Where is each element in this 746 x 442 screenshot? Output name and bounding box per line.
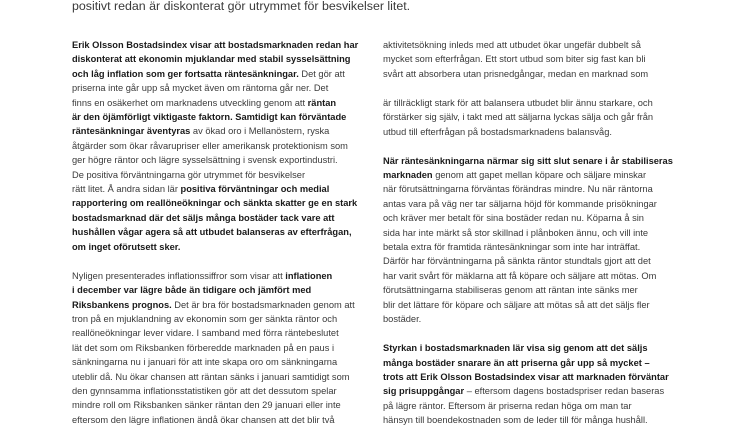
text-line [383,356,679,370]
right-column [383,38,679,442]
text-line [383,370,679,384]
text-line [383,226,679,240]
paragraph [383,96,679,139]
text-line [72,124,366,138]
paragraph [383,154,679,327]
body-text: hänsyn till boendekostnaden som de leder till för många hushåll. [383,415,648,426]
text-line [72,398,366,412]
bold-text: räntan [307,97,337,108]
text-line [72,139,366,153]
body-text: är tillräckligt stark för att balansera utbudet blir ännu starkare, och [383,97,653,108]
text-line [72,96,366,110]
text-line [72,67,366,81]
text-line [72,298,366,312]
bold-text: i december var lägre både än tidigare och jämfört med [72,285,312,296]
text-line [383,254,679,268]
bold-text: hushållen vågar agera så att utbudet balanseras av efterfrågan, [72,227,352,238]
bold-text: När räntesänkningarna närmar sig sitt slut senare i år stabiliseras [383,155,673,166]
body-text: utbud till efterfrågan på bostadsmarknadens balansvåg. [383,126,612,137]
text-line [72,225,366,239]
bold-text: många bostäder snarare än att priserna går upp så mycket – [383,357,650,368]
body-text: Det är bra för bostadsmarknaden genom att [171,299,355,310]
body-text: när förutsättningarna förväntas förändras mindre. Nu när räntorna [383,184,653,195]
text-line [72,153,366,167]
text-line [383,38,679,52]
text-line [383,298,679,312]
text-line [383,168,679,182]
body-text: uteblir då. Nu ökar chansen att räntan sänks i januari samtidigt som [72,371,350,382]
text-line [383,182,679,196]
body-text: och kräver mer betalt för sina bostäder redan nu. Köparna å sin [383,213,644,224]
text-line [72,269,366,283]
text-line [383,110,679,124]
bold-text: rapportering om reallöneökningar och sänkta skatter ge en stark [72,198,358,209]
body-text: reallöneökningar lever vidare. I samband med förra räntebeslutet [72,328,339,339]
text-line [383,413,679,427]
text-line [383,240,679,254]
text-line [72,312,366,326]
text-line [72,52,366,66]
bold-text: om inget oförutsett sker. [72,241,181,252]
bold-text: bostadsmarknad där det säljs många bostäder tack vare att [72,212,335,223]
text-line [72,326,366,340]
body-text: bostäder. [383,314,422,325]
body-text: aktivitetsökning inleds med att utbudet ökar ungefär dubbelt så [383,40,641,50]
body-text: lät det som om Riksbanken förberedde marknaden på en paus i [72,342,335,353]
body-text: eftersom den lägre inflationen ändå ökar chansen att det blir två [72,414,335,425]
text-line [72,211,366,225]
bold-text: Styrkan i bostadsmarknaden lär visa sig genom att det säljs [383,343,648,354]
body-text: – eftersom dagens bostadspriser redan baseras [464,386,665,397]
bold-text: marknaden [383,170,433,181]
body-text: betala extra för framtida räntesänkningar som inte har inträffat. [383,242,641,253]
text-line [383,154,679,168]
text-line [383,312,679,326]
body-text: Det gör att [298,68,345,79]
body-text: priserna inte går upp så mycket även om räntorna går ner. Det [72,83,329,94]
body-text: ger högre räntor och lägre sysselsättning i svensk exportindustri. [72,155,338,166]
text-line [72,283,366,297]
text-line [383,283,679,297]
text-line [383,96,679,110]
text-line [72,168,366,182]
bold-text: Riksbankens prognos. [72,299,172,310]
text-line [72,196,366,210]
body-text: blir det lättare för köpare och säljare att mötas så att det säljs fler [383,299,650,310]
text-line [72,384,366,398]
body-text: åtgärder som ökar råvarupriser eller amerikansk protektionism som [72,140,348,151]
text-line [72,182,366,196]
body-text: på lägre räntor. Eftersom är priserna redan höga om man tar [383,400,632,411]
paragraph [383,38,679,81]
text-line [383,269,679,283]
text-line [72,110,366,124]
body-text: Nyligen presenterades inflationssiffror som visar att [72,270,286,281]
text-line [383,67,679,81]
body-text: förutsättningarna stabiliseras genom att räntan inte sänks mer [383,285,638,296]
bold-text: Erik Olsson Bostadsindex visar att bostadsmarknaden redan har [72,40,359,50]
body-text: mycket som efterfrågan. Ett stort utbud som biter sig fast kan bli [383,54,646,65]
body-text: Därför har förväntningarna på sänkta räntor stundtals gjort att det [383,256,651,267]
text-line [383,211,679,225]
body-text: av ökad oro i Mellanöstern, ryska [190,126,330,137]
text-line [383,52,679,66]
body-text: antas vara på väg ner tar säljarna höjd för kommande prisökningar [383,198,657,209]
body-text: tron på en mjuklandning av ekonomin som ger sänkta räntor och [72,313,338,324]
bold-text: räntesänkningar äventyras [72,126,191,137]
bold-text: trots att Erik Olsson Bostadsindex visar att marknaden förväntar [383,371,669,382]
text-line [72,38,366,52]
bold-text: positiva förväntningar och medial [180,184,330,195]
top-line-text: positivt redan är diskonterat gör utrymmet för besvikelser litet. [72,0,411,13]
text-line [72,81,366,95]
left-column [72,38,366,442]
body-text: mindre roll om Riksbanken sänker räntan den 29 januari eller inte [72,400,341,411]
body-text: sänkningarna nu i januari för att inte skapa oro om sänkningarna [72,357,338,368]
body-text: förstärker sig själv, i takt med att säljarna lyckas sälja och går från [383,112,654,123]
body-text: genom att gapet mellan köpare och säljare minskar [432,170,647,181]
text-line [383,125,679,139]
bold-text: och låg inflation som ger fortsatta räntesänkningar. [72,68,299,79]
bold-text: inflationen [285,270,333,281]
text-line [72,370,366,384]
paragraph [72,38,366,254]
text-line [72,355,366,369]
text-line [383,341,679,355]
paragraph [72,269,366,427]
body-text: De positiva förväntningarna gör utrymmet för besvikelser [72,169,306,180]
body-text: den gynnsamma inflationsstatistiken gör att det dessutom spelar [72,385,337,396]
bold-text: är den öjämförligt viktigaste faktorn. Samtidigt kan förväntade [72,112,347,123]
text-line [383,384,679,398]
body-text: sida har inte märkt så stor skillnad i plånboken ännu, och vill inte [383,227,649,238]
body-text: finns en osäkerhet om marknadens utveckling genom att [72,97,308,108]
bold-text: diskonterat att ekonomin mjuklandar med stabil sysselsättning [72,54,351,65]
body-text: har varit svårt för mäklarna att få köpare och säljare att mötas. Om [383,270,657,281]
text-line [72,341,366,355]
body-text: svårt att absorbera utan prisnedgångar, medan en marknad som [383,68,649,79]
text-line [72,413,366,427]
text-line [72,240,366,254]
bold-text: sig prisuppgångar [383,386,465,397]
paragraph [383,341,679,427]
body-text: rätt litet. Å andra sidan lär [72,184,181,195]
text-line [383,399,679,413]
text-line [383,197,679,211]
